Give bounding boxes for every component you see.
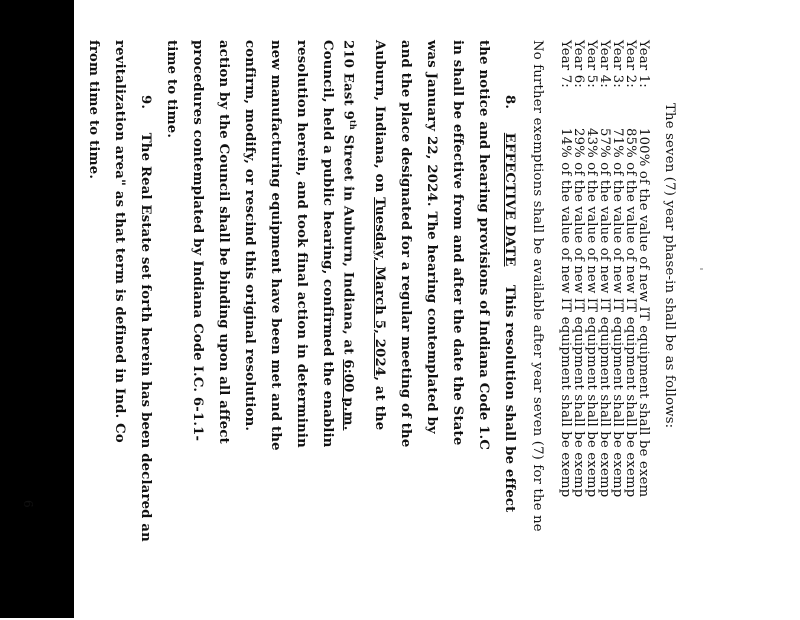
- schedule-text: 14% of the value of new IT equipment shall be exemp: [558, 128, 573, 498]
- schedule-text: 57% of the value of new IT equipment shall be exemp: [597, 128, 612, 498]
- scan-speck: [700, 268, 703, 270]
- schedule-text: 85% of the value of new IT equipment shall be exemp: [623, 128, 638, 498]
- meeting-date-line: [371, 40, 387, 430]
- section-text: revitalization area" as that term is defined in Ind. Co: [112, 40, 127, 443]
- section-number: 9.: [138, 95, 153, 110]
- section-text: the notice and hearing provisions of Indiana Code 1.C: [476, 40, 491, 451]
- schedule-year: Year 2:: [623, 40, 638, 88]
- schedule-text: 71% of the value of new IT equipment shall be exemp: [610, 128, 625, 498]
- page-number: 6: [21, 500, 35, 508]
- section-text: from time to time.: [86, 40, 101, 180]
- schedule-row: [557, 40, 573, 497]
- section-9-first-line: [137, 95, 153, 542]
- meeting-date: Tuesday, March 5, 2024: [372, 197, 387, 377]
- schedule-year: Year 1:: [636, 40, 651, 88]
- schedule-year: Year 7:: [558, 40, 573, 88]
- schedule-text: 29% of the value of new IT equipment shall be exemp: [571, 128, 586, 498]
- section-number: 8.: [502, 95, 517, 110]
- rotated-page: [21, 0, 715, 563]
- no-further-exemptions: No further exemptions shall be available after year seven (7) for the ne: [530, 40, 545, 532]
- schedule-year: Year 6:: [571, 40, 586, 88]
- section-text: action by the Council shall be binding upon all affect: [216, 40, 231, 444]
- schedule-text: 100% of the value of new IT equipment shall be exem: [636, 128, 651, 498]
- section-text: and the place designated for a regular meeting of the: [398, 40, 413, 448]
- page-body: [21, 40, 677, 620]
- section-text: in shall be effective from and after the date the State: [450, 40, 465, 446]
- section-text: This resolution shall be effect: [502, 284, 517, 513]
- section-text: Auburn, Indiana, on: [372, 40, 387, 193]
- section-text: procedures contemplated by Indiana Code I.C. 6-1.1-: [190, 40, 205, 442]
- section-8-first-line: [501, 95, 517, 512]
- section-heading: EFFECTIVE DATE: [502, 132, 517, 267]
- schedule-text: 43% of the value of new IT equipment shall be exemp: [584, 128, 599, 498]
- section-text: time to time.: [164, 40, 179, 139]
- schedule-year: Year 5:: [584, 40, 599, 88]
- schedule-year: Year 4:: [597, 40, 612, 88]
- section-text: , at the: [372, 376, 387, 431]
- section-text: Council, held a public hearing, confirmed the enablin: [320, 40, 335, 448]
- section-text: new manufacturing equipment have been met and the: [268, 40, 283, 451]
- section-text: resolution herein, and took final action in determinin: [294, 40, 309, 448]
- meeting-time: 6:00 p.m.: [340, 359, 356, 431]
- section-text: The Real Estate set forth herein has been declared an: [138, 132, 153, 542]
- section-text: was January 22, 2024. The hearing contemplated by: [424, 40, 439, 434]
- ordinal-suffix: th: [348, 120, 358, 130]
- section-text: 210 East 9: [340, 40, 356, 120]
- section-text: confirm, modify, or rescind this original resolution.: [242, 40, 257, 432]
- schedule-year: Year 3:: [610, 40, 625, 88]
- address-line: [340, 40, 361, 431]
- scan-border: [0, 0, 74, 618]
- phase-in-intro: The seven (7) year phase-in shall be as follows:: [662, 103, 677, 429]
- section-text: Street in Auburn, Indiana, at: [340, 129, 356, 360]
